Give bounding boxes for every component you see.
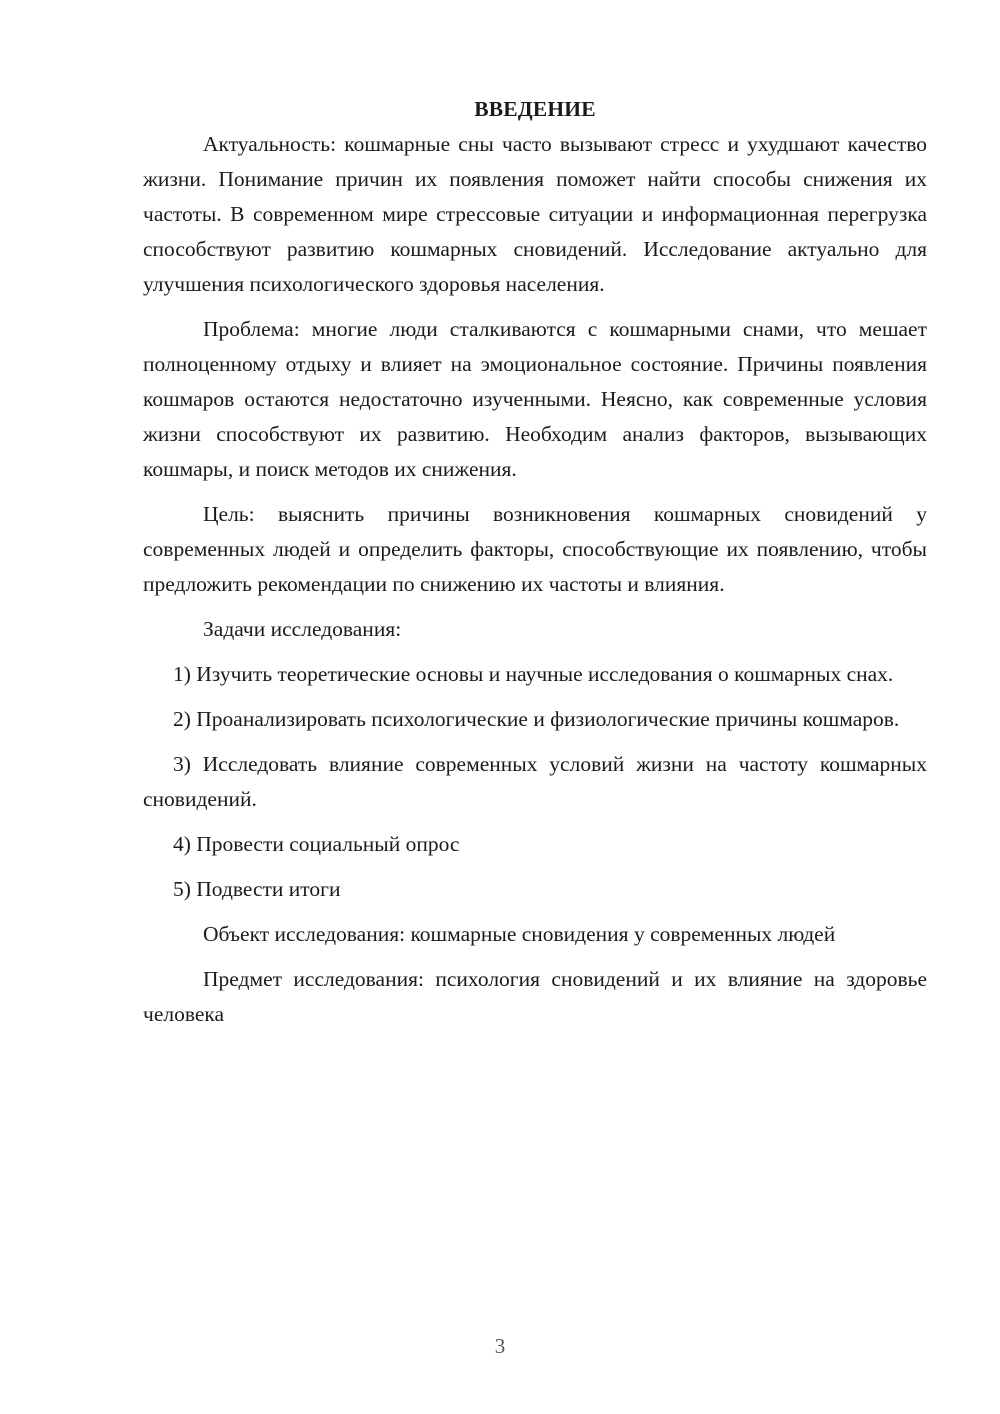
page-content: [143, 92, 927, 1032]
task-item: 4) Провести социальный опрос: [173, 832, 460, 856]
section-title: ВВЕДЕНИЕ: [474, 97, 596, 121]
paragraph-goal: Цель: выяснить причины возникновения кошмарных сновидений у современных людей и определить факторы, способствующие их появлению, чтобы предложить рекомендации по снижению их частоты и влияния.: [143, 502, 927, 596]
task-item: 2) Проанализировать психологические и физиологические причины кошмаров.: [173, 707, 900, 731]
paragraph-subject: Предмет исследования: психология сновидений и их влияние на здоровье человека: [143, 967, 927, 1026]
paragraph-object: Объект исследования: кошмарные сновидения у современных людей: [203, 922, 836, 946]
task-item: 5) Подвести итоги: [173, 877, 341, 901]
task-item: 1) Изучить теоретические основы и научные исследования о кошмарных снах.: [173, 662, 894, 686]
paragraph-relevance: Актуальность: кошмарные сны часто вызывают стресс и ухудшают качество жизни. Понимание причин их появления поможет найти способы снижения их частоты. В современном мире стрессовые ситуации и информационная перегрузка способствуют развитию кошмарных сновидений. Исследование актуально для улучшения психологического здоровья населения.: [143, 132, 927, 296]
task-item: 3) Исследовать влияние современных условий жизни на частоту кошмарных сновидений.: [143, 752, 927, 811]
tasks-heading: Задачи исследования:: [203, 617, 402, 641]
paragraph-problem: Проблема: многие люди сталкиваются с кошмарными снами, что мешает полноценному отдыху и влияет на эмоциональное состояние. Причины появления кошмаров остаются недостаточно изученными. Неясно, как современные условия жизни способствуют их развитию. Необходим анализ факторов, вызывающих кошмары, и поиск методов их снижения.: [143, 317, 927, 481]
page-number: 3: [494, 1334, 506, 1358]
